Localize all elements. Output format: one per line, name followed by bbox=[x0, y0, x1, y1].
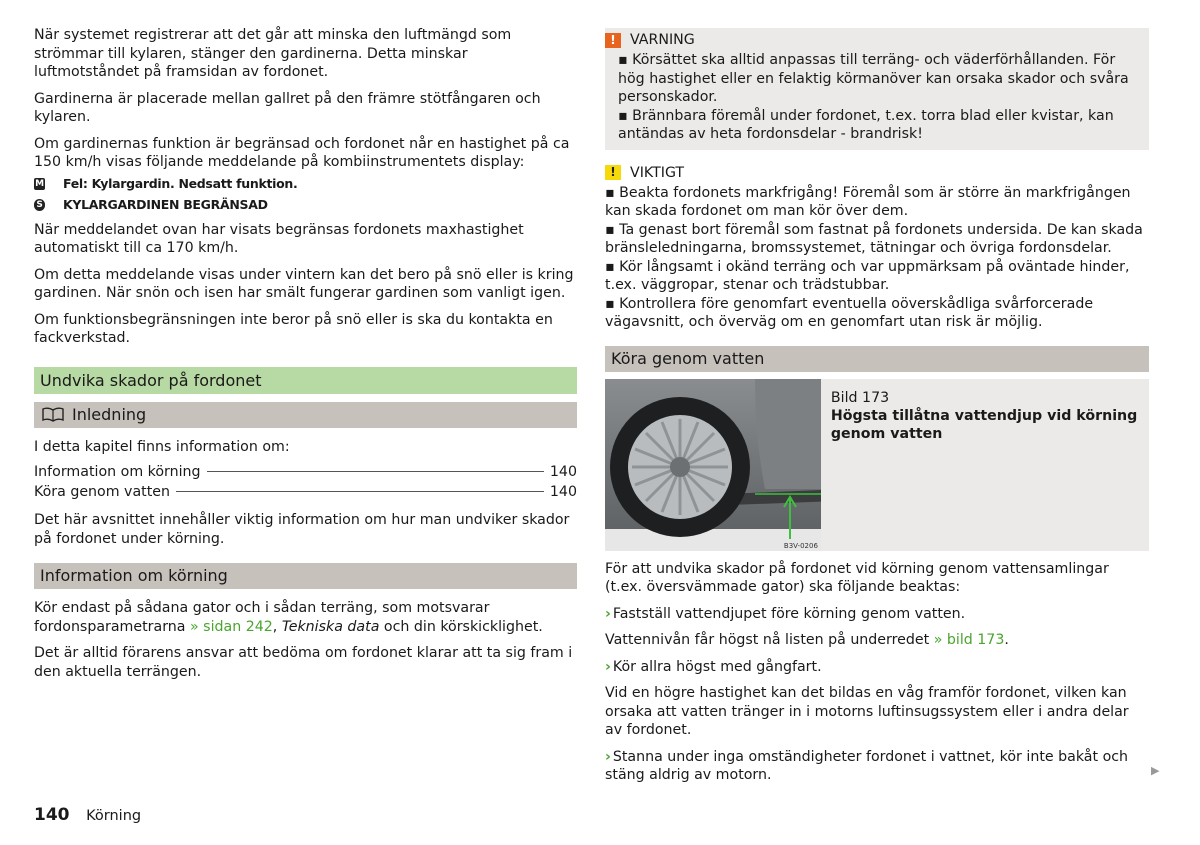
paragraph: Vid en högre hastighet kan det bildas en våg framför fordonet, vilken kan orsaka att vatten tränger in i motorns luftinsugssystem eller i andra delar av fordonet. bbox=[605, 685, 1129, 738]
important-text: Ta genast bort föremål som fastnat på fordonets undersida. De kan skada bränsleledningarna, bromssystemet, tätningar och övriga fordonsdelar. bbox=[605, 221, 1143, 256]
warning-title bbox=[605, 31, 1141, 49]
warning-text: Körsättet ska alltid anpassas till terräng- och väderförhållanden. För hög hastighet eller en felaktig körmanöver kan orsaka skador och svåra personskador. bbox=[618, 52, 1129, 105]
book-icon bbox=[42, 407, 64, 422]
important-icon: ! bbox=[605, 165, 621, 180]
warning-icon: ! bbox=[605, 33, 621, 48]
figure-code: B3V-0206 bbox=[783, 541, 818, 550]
toc-leader bbox=[176, 491, 544, 492]
toc bbox=[34, 462, 577, 502]
section-title: Undvika skador på fordonet bbox=[34, 367, 577, 394]
figure-number: Bild 173 bbox=[830, 389, 890, 406]
important-label: VIKTIGT bbox=[630, 164, 685, 181]
paragraph: Det här avsnittet innehåller viktig information om hur man undviker skador på fordonet under körning. bbox=[34, 512, 570, 547]
warning-item: ▪ Körsättet ska alltid anpassas till terräng- och väderförhållanden. För hög hastighet eller en felaktig körmanöver kan orsaka skador och svåra personskador. bbox=[618, 52, 1129, 105]
warning-item: ▪ Brännbara föremål under fordonet, t.ex. torra blad eller kvistar, kan antändas av heta fordonsdelar - brandrisk! bbox=[618, 107, 1114, 142]
italic-text: Tekniska data bbox=[281, 618, 380, 635]
paragraph: Om gardinernas funktion är begränsad och fordonet når en hastighet på ca 150 km/h visas följande meddelande på kombiinstrumentets display: bbox=[34, 135, 570, 170]
important-title bbox=[605, 164, 1149, 182]
warning-label: VARNING bbox=[630, 32, 695, 48]
left-column bbox=[34, 26, 577, 689]
figure-173 bbox=[605, 379, 1149, 551]
important-item: ▪ Ta genast bort föremål som fastnat på fordonets undersida. De kan skada bränsleledningarna, bromssystemet, tätningar och övriga fordonsdelar. bbox=[605, 221, 1143, 256]
intro-heading bbox=[34, 402, 577, 428]
toc-label: Köra genom vatten bbox=[34, 484, 170, 500]
step bbox=[605, 605, 1149, 624]
page-number: 140 bbox=[34, 805, 70, 825]
text: och din körskicklighet. bbox=[379, 618, 543, 635]
paragraph: Om detta meddelande visas under vintern kan det bero på snö eller is kring gardinen. När snön och isen har smält fungerar gardinen som vanligt igen. bbox=[34, 266, 574, 301]
text: , bbox=[272, 618, 282, 635]
continue-arrow-icon: ▶ bbox=[1151, 764, 1160, 777]
intro-title: Inledning bbox=[72, 404, 147, 424]
step bbox=[605, 748, 1149, 785]
important-item: ▪ Kör långsamt i okänd terräng och var uppmärksam på oväntade hinder, t.ex. väggropar, stenar och trädstubbar. bbox=[605, 258, 1130, 293]
important-text: Kör långsamt i okänd terräng och var uppmärksam på oväntade hinder, t.ex. väggropar, stenar och trädstubbar. bbox=[605, 258, 1130, 293]
paragraph: När meddelandet ovan har visats begränsas fordonets maxhastighet automatiskt till ca 170 km/h. bbox=[34, 221, 524, 256]
arrow-icon: › bbox=[605, 605, 611, 622]
display-message-m bbox=[34, 175, 577, 193]
important-text: Beakta fordonets markfrigång! Föremål som är större än markfrigången kan skada fordonet om man kör över dem. bbox=[605, 184, 1131, 219]
step-text: Kör allra högst med gångfart. bbox=[612, 658, 822, 675]
important-text: Kontrollera före genomfart eventuella oöverskådliga svårforcerade vägavsnitt, och överväg om en genomfart utan risk är möjlig. bbox=[605, 295, 1094, 330]
toc-entry[interactable] bbox=[34, 482, 577, 502]
car-wheel-water-image bbox=[605, 379, 821, 551]
figure-link[interactable]: » bild 173 bbox=[933, 632, 1005, 648]
toc-leader bbox=[207, 471, 544, 472]
page-footer bbox=[34, 805, 141, 825]
text: Vattennivån får högst nå listen på underredet bbox=[605, 632, 934, 648]
paragraph: I detta kapitel finns information om: bbox=[34, 438, 290, 455]
arrow-icon: › bbox=[605, 748, 611, 765]
toc-entry[interactable] bbox=[34, 462, 577, 482]
right-column bbox=[605, 28, 1149, 793]
figure-caption: Högsta tillåtna vattendjup vid körning genom vatten bbox=[830, 407, 1138, 442]
step-text: Fastställ vattendjupet före körning genom vatten. bbox=[612, 605, 966, 622]
step bbox=[605, 658, 1149, 677]
toc-label: Information om körning bbox=[34, 464, 201, 480]
paragraph bbox=[605, 631, 1149, 650]
important-item: ▪ Beakta fordonets markfrigång! Föremål som är större än markfrigången kan skada fordonet om man kör över dem. bbox=[605, 184, 1131, 219]
warning-text: Brännbara föremål under fordonet, t.ex. torra blad eller kvistar, kan antändas av heta fordonsdelar - brandrisk! bbox=[618, 107, 1114, 142]
paragraph: Gardinerna är placerade mellan gallret på den främre stötfångaren och kylaren. bbox=[34, 90, 541, 125]
water-heading: Köra genom vatten bbox=[605, 346, 1149, 372]
paragraph: När systemet registrerar att det går att minska den luftmängd som strömmar till kylaren, stänger den gardinerna. Detta minskar luftmotståndet på framsidan av fordonet. bbox=[34, 27, 512, 80]
important-box bbox=[605, 164, 1149, 332]
chapter-name: Körning bbox=[86, 808, 142, 824]
paragraph bbox=[34, 599, 577, 636]
toc-page: 140 bbox=[549, 484, 577, 500]
important-item: ▪ Kontrollera före genomfart eventuella oöverskådliga svårforcerade vägavsnitt, och överväg om en genomfart utan risk är möjlig. bbox=[605, 295, 1094, 330]
m-badge-icon: M bbox=[35, 178, 44, 189]
paragraph: För att undvika skador på fordonet vid körning genom vattensamlingar (t.ex. översvämmade gator) ska följande beaktas: bbox=[605, 560, 1109, 595]
paragraph: Det är alltid förarens ansvar att bedöma om fordonet klarar att ta sig fram i den aktuella terrängen. bbox=[34, 645, 573, 680]
page-link[interactable]: » sidan 242 bbox=[189, 618, 273, 635]
toc-page: 140 bbox=[549, 464, 577, 480]
display-message-s bbox=[34, 196, 577, 214]
info-heading: Information om körning bbox=[34, 563, 577, 589]
paragraph: Om funktionsbegränsningen inte beror på snö eller is ska du kontakta en fackverkstad. bbox=[34, 311, 553, 346]
warning-box bbox=[605, 28, 1149, 150]
s-badge-icon: S bbox=[34, 199, 45, 211]
step-text: Stanna under inga omständigheter fordonet i vattnet, kör inte bakåt och stäng aldrig av motorn. bbox=[605, 748, 1129, 783]
arrow-icon: › bbox=[605, 658, 611, 675]
display-message-text: KYLARGARDINEN BEGRÄNSAD bbox=[63, 196, 268, 212]
display-message-text: Fel: Kylargardin. Nedsatt funktion. bbox=[63, 175, 298, 191]
text: . bbox=[1004, 632, 1009, 648]
text: Kör endast på sådana gator och i sådan terräng, som motsvarar fordonsparametrarna bbox=[34, 600, 490, 635]
figure-caption-block bbox=[821, 379, 1149, 551]
